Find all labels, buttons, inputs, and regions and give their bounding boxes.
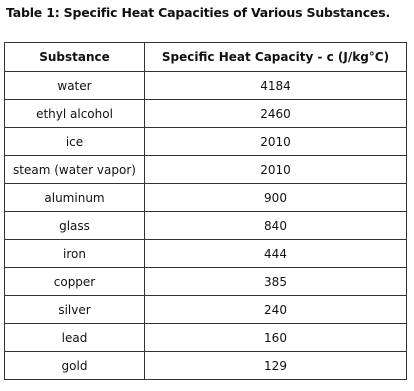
table-caption: Table 1: Specific Heat Capacities of Various Substances. bbox=[6, 5, 390, 20]
table-row bbox=[5, 184, 407, 212]
capacity-cell: 129 bbox=[145, 352, 407, 380]
substance-cell: copper bbox=[5, 268, 145, 296]
capacity-cell: 240 bbox=[145, 296, 407, 324]
table-row bbox=[5, 324, 407, 352]
substance-cell: silver bbox=[5, 296, 145, 324]
capacity-cell: 4184 bbox=[145, 72, 407, 100]
capacity-cell: 444 bbox=[145, 240, 407, 268]
capacity-cell: 160 bbox=[145, 324, 407, 352]
header-substance: Substance bbox=[5, 43, 145, 72]
capacity-cell: 2460 bbox=[145, 100, 407, 128]
substance-cell: glass bbox=[5, 212, 145, 240]
table-row bbox=[5, 212, 407, 240]
table-row bbox=[5, 296, 407, 324]
table-row bbox=[5, 240, 407, 268]
substance-cell: aluminum bbox=[5, 184, 145, 212]
header-specific-heat-capacity: Specific Heat Capacity - c (J/kg°C) bbox=[145, 43, 407, 72]
table-row bbox=[5, 156, 407, 184]
substance-cell: water bbox=[5, 72, 145, 100]
capacity-cell: 2010 bbox=[145, 128, 407, 156]
capacity-cell: 900 bbox=[145, 184, 407, 212]
capacity-cell: 385 bbox=[145, 268, 407, 296]
table-row bbox=[5, 128, 407, 156]
substance-cell: gold bbox=[5, 352, 145, 380]
table-row bbox=[5, 100, 407, 128]
substance-cell: iron bbox=[5, 240, 145, 268]
substance-cell: steam (water vapor) bbox=[5, 156, 145, 184]
capacity-cell: 840 bbox=[145, 212, 407, 240]
substance-cell: ethyl alcohol bbox=[5, 100, 145, 128]
specific-heat-table bbox=[4, 42, 407, 380]
substance-cell: lead bbox=[5, 324, 145, 352]
capacity-cell: 2010 bbox=[145, 156, 407, 184]
table-row bbox=[5, 352, 407, 380]
table-row bbox=[5, 72, 407, 100]
table-row bbox=[5, 268, 407, 296]
substance-cell: ice bbox=[5, 128, 145, 156]
table-header-row bbox=[5, 43, 407, 72]
